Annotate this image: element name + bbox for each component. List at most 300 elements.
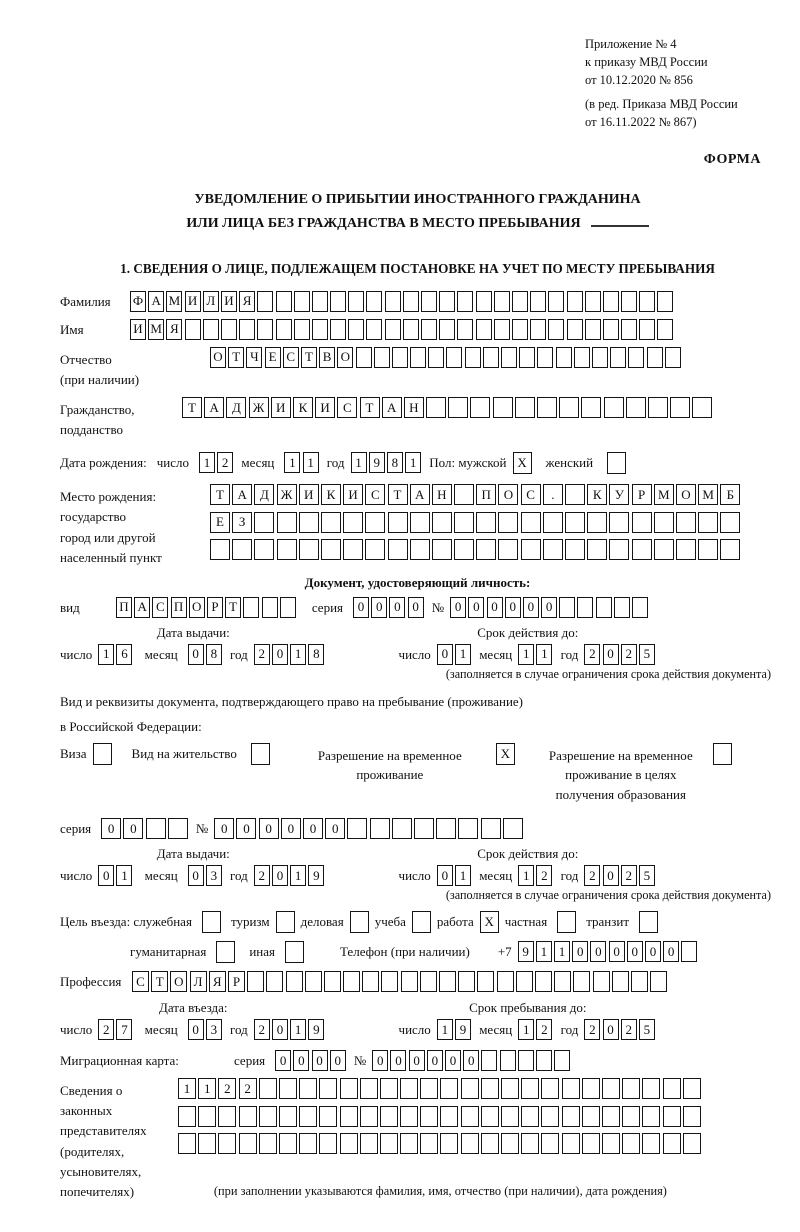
char-box[interactable]: П bbox=[171, 597, 187, 618]
patronymic-boxes[interactable] bbox=[210, 347, 683, 368]
char-box[interactable]: И bbox=[185, 291, 201, 312]
char-box[interactable] bbox=[276, 291, 292, 312]
char-box[interactable] bbox=[657, 291, 673, 312]
char-box[interactable] bbox=[239, 1133, 257, 1154]
char-box[interactable]: 1 bbox=[290, 1019, 306, 1040]
char-box[interactable]: 3 bbox=[206, 1019, 222, 1040]
char-box[interactable] bbox=[639, 319, 655, 340]
char-box[interactable] bbox=[221, 319, 237, 340]
char-box[interactable] bbox=[410, 347, 426, 368]
char-box[interactable]: И bbox=[299, 484, 319, 505]
char-box[interactable] bbox=[279, 1078, 297, 1099]
char-box[interactable]: 0 bbox=[389, 597, 405, 618]
char-box[interactable]: 2 bbox=[98, 1019, 114, 1040]
char-box[interactable]: 1 bbox=[518, 644, 534, 665]
char-box[interactable] bbox=[609, 539, 629, 560]
char-box[interactable]: 2 bbox=[584, 1019, 600, 1040]
char-box[interactable]: 1 bbox=[290, 865, 306, 886]
iddoc-valid-month[interactable] bbox=[518, 644, 554, 665]
char-box[interactable] bbox=[582, 1133, 600, 1154]
char-box[interactable] bbox=[481, 1078, 499, 1099]
char-box[interactable] bbox=[454, 539, 474, 560]
char-box[interactable]: 5 bbox=[639, 644, 655, 665]
char-box[interactable] bbox=[218, 1133, 236, 1154]
char-box[interactable] bbox=[277, 539, 297, 560]
char-box[interactable] bbox=[266, 971, 283, 992]
char-box[interactable] bbox=[257, 319, 273, 340]
char-box[interactable] bbox=[366, 319, 382, 340]
char-box[interactable] bbox=[340, 1078, 358, 1099]
char-box[interactable] bbox=[573, 971, 590, 992]
char-box[interactable] bbox=[400, 1078, 418, 1099]
char-box[interactable] bbox=[347, 818, 367, 839]
char-box[interactable]: Я bbox=[239, 291, 255, 312]
char-box[interactable] bbox=[642, 1133, 660, 1154]
char-box[interactable] bbox=[692, 397, 712, 418]
char-box[interactable] bbox=[280, 597, 296, 618]
char-box[interactable] bbox=[476, 539, 496, 560]
char-box[interactable] bbox=[654, 539, 674, 560]
char-box[interactable] bbox=[446, 347, 462, 368]
char-box[interactable] bbox=[602, 1078, 620, 1099]
char-box[interactable] bbox=[218, 1106, 236, 1127]
char-box[interactable] bbox=[330, 291, 346, 312]
permit-valid-year[interactable] bbox=[584, 865, 657, 886]
char-box[interactable]: С bbox=[132, 971, 149, 992]
char-box[interactable] bbox=[548, 319, 564, 340]
char-box[interactable] bbox=[481, 818, 501, 839]
char-box[interactable]: Т bbox=[360, 397, 380, 418]
char-box[interactable] bbox=[501, 1078, 519, 1099]
char-box[interactable] bbox=[414, 818, 434, 839]
surname-boxes[interactable] bbox=[130, 291, 676, 312]
char-box[interactable]: 0 bbox=[272, 644, 288, 665]
char-box[interactable] bbox=[559, 597, 575, 618]
char-box[interactable] bbox=[403, 291, 419, 312]
char-box[interactable] bbox=[602, 1133, 620, 1154]
char-box[interactable] bbox=[477, 971, 494, 992]
char-box[interactable]: 1 bbox=[351, 452, 367, 473]
sex-female-checkbox[interactable] bbox=[607, 452, 626, 474]
migcard-number-boxes[interactable] bbox=[372, 1050, 572, 1071]
char-box[interactable] bbox=[470, 397, 490, 418]
char-box[interactable]: 1 bbox=[199, 452, 215, 473]
char-box[interactable]: О bbox=[210, 347, 226, 368]
char-box[interactable] bbox=[587, 539, 607, 560]
char-box[interactable] bbox=[543, 512, 563, 533]
char-box[interactable]: 0 bbox=[272, 865, 288, 886]
char-box[interactable]: 0 bbox=[408, 597, 424, 618]
char-box[interactable]: 0 bbox=[353, 597, 369, 618]
char-box[interactable] bbox=[185, 319, 201, 340]
char-box[interactable] bbox=[663, 1078, 681, 1099]
char-box[interactable] bbox=[457, 319, 473, 340]
char-box[interactable] bbox=[567, 319, 583, 340]
char-box[interactable] bbox=[461, 1106, 479, 1127]
char-box[interactable] bbox=[521, 512, 541, 533]
char-box[interactable] bbox=[622, 1133, 640, 1154]
char-box[interactable] bbox=[516, 971, 533, 992]
char-box[interactable]: А bbox=[148, 291, 164, 312]
char-box[interactable] bbox=[626, 397, 646, 418]
char-box[interactable] bbox=[622, 1078, 640, 1099]
iddoc-issue-month[interactable] bbox=[188, 644, 224, 665]
char-box[interactable] bbox=[501, 347, 517, 368]
char-box[interactable]: Ч bbox=[246, 347, 262, 368]
char-box[interactable] bbox=[581, 397, 601, 418]
char-box[interactable] bbox=[305, 971, 322, 992]
char-box[interactable] bbox=[541, 1133, 559, 1154]
char-box[interactable]: Ж bbox=[249, 397, 269, 418]
char-box[interactable] bbox=[663, 1106, 681, 1127]
char-box[interactable] bbox=[596, 597, 612, 618]
char-box[interactable]: 9 bbox=[308, 1019, 324, 1040]
char-box[interactable]: 0 bbox=[390, 1050, 406, 1071]
char-box[interactable]: 0 bbox=[188, 644, 204, 665]
char-box[interactable]: 1 bbox=[455, 644, 471, 665]
char-box[interactable]: 1 bbox=[198, 1078, 216, 1099]
purpose-other-checkbox[interactable] bbox=[285, 941, 304, 963]
char-box[interactable] bbox=[483, 347, 499, 368]
char-box[interactable] bbox=[348, 319, 364, 340]
char-box[interactable] bbox=[481, 1106, 499, 1127]
char-box[interactable]: Т bbox=[228, 347, 244, 368]
char-box[interactable] bbox=[439, 971, 456, 992]
char-box[interactable]: Т bbox=[225, 597, 241, 618]
char-box[interactable]: 1 bbox=[518, 865, 534, 886]
char-box[interactable]: 2 bbox=[584, 865, 600, 886]
firstname-boxes[interactable] bbox=[130, 319, 676, 340]
char-box[interactable]: 0 bbox=[259, 818, 279, 839]
char-box[interactable]: 0 bbox=[603, 644, 619, 665]
char-box[interactable]: Е bbox=[210, 512, 230, 533]
permit-visa-checkbox[interactable] bbox=[93, 743, 112, 765]
char-box[interactable] bbox=[440, 1106, 458, 1127]
char-box[interactable] bbox=[360, 1133, 378, 1154]
stay-month[interactable] bbox=[518, 1019, 554, 1040]
char-box[interactable] bbox=[592, 347, 608, 368]
char-box[interactable] bbox=[385, 319, 401, 340]
birth-month-boxes[interactable] bbox=[284, 452, 320, 473]
char-box[interactable]: О bbox=[170, 971, 187, 992]
permit-temp-checkbox[interactable]: X bbox=[496, 743, 515, 765]
char-box[interactable] bbox=[428, 347, 444, 368]
char-box[interactable] bbox=[146, 818, 166, 839]
char-box[interactable] bbox=[420, 971, 437, 992]
char-box[interactable]: И bbox=[221, 291, 237, 312]
char-box[interactable]: 3 bbox=[206, 865, 222, 886]
char-box[interactable]: 0 bbox=[325, 818, 345, 839]
char-box[interactable] bbox=[210, 539, 230, 560]
purpose-work-checkbox[interactable]: X bbox=[480, 911, 499, 933]
char-box[interactable] bbox=[421, 319, 437, 340]
char-box[interactable]: 1 bbox=[536, 941, 552, 962]
permit-number-boxes[interactable] bbox=[214, 818, 525, 839]
char-box[interactable] bbox=[530, 319, 546, 340]
char-box[interactable] bbox=[585, 291, 601, 312]
char-box[interactable] bbox=[501, 1106, 519, 1127]
char-box[interactable]: 0 bbox=[627, 941, 643, 962]
char-box[interactable] bbox=[461, 1133, 479, 1154]
representatives-boxes-row2[interactable] bbox=[178, 1106, 703, 1127]
char-box[interactable] bbox=[604, 397, 624, 418]
char-box[interactable]: А bbox=[382, 397, 402, 418]
char-box[interactable] bbox=[432, 512, 452, 533]
char-box[interactable] bbox=[319, 1078, 337, 1099]
char-box[interactable] bbox=[340, 1106, 358, 1127]
char-box[interactable] bbox=[602, 1106, 620, 1127]
char-box[interactable]: 8 bbox=[206, 644, 222, 665]
char-box[interactable]: 0 bbox=[303, 818, 323, 839]
char-box[interactable]: 0 bbox=[590, 941, 606, 962]
char-box[interactable]: Р bbox=[207, 597, 223, 618]
char-box[interactable] bbox=[168, 818, 188, 839]
char-box[interactable]: О bbox=[676, 484, 696, 505]
char-box[interactable]: 0 bbox=[281, 818, 301, 839]
char-box[interactable]: 9 bbox=[518, 941, 534, 962]
char-box[interactable] bbox=[603, 319, 619, 340]
char-box[interactable] bbox=[503, 818, 523, 839]
representatives-boxes-row3[interactable] bbox=[178, 1133, 703, 1154]
permit-temp-edu-checkbox[interactable] bbox=[713, 743, 732, 765]
char-box[interactable] bbox=[432, 539, 452, 560]
char-box[interactable]: 0 bbox=[188, 865, 204, 886]
char-box[interactable] bbox=[537, 397, 557, 418]
char-box[interactable] bbox=[554, 1050, 570, 1071]
char-box[interactable] bbox=[439, 291, 455, 312]
char-box[interactable] bbox=[388, 512, 408, 533]
char-box[interactable] bbox=[299, 1078, 317, 1099]
char-box[interactable]: 1 bbox=[98, 644, 114, 665]
char-box[interactable]: С bbox=[337, 397, 357, 418]
char-box[interactable]: 0 bbox=[603, 865, 619, 886]
char-box[interactable]: 2 bbox=[536, 1019, 552, 1040]
char-box[interactable] bbox=[476, 512, 496, 533]
citizenship-boxes[interactable] bbox=[182, 397, 715, 418]
char-box[interactable] bbox=[340, 1133, 358, 1154]
char-box[interactable] bbox=[562, 1133, 580, 1154]
iddoc-issue-day[interactable] bbox=[98, 644, 134, 665]
char-box[interactable] bbox=[420, 1133, 438, 1154]
char-box[interactable] bbox=[657, 319, 673, 340]
char-box[interactable] bbox=[610, 347, 626, 368]
iddoc-valid-day[interactable] bbox=[437, 644, 473, 665]
char-box[interactable]: 0 bbox=[272, 1019, 288, 1040]
char-box[interactable] bbox=[536, 1050, 552, 1071]
char-box[interactable]: 2 bbox=[254, 865, 270, 886]
char-box[interactable] bbox=[497, 971, 514, 992]
char-box[interactable]: 1 bbox=[303, 452, 319, 473]
char-box[interactable] bbox=[348, 291, 364, 312]
char-box[interactable]: 0 bbox=[572, 941, 588, 962]
char-box[interactable]: Ж bbox=[277, 484, 297, 505]
char-box[interactable]: 0 bbox=[372, 1050, 388, 1071]
char-box[interactable] bbox=[498, 539, 518, 560]
char-box[interactable]: 1 bbox=[437, 1019, 453, 1040]
char-box[interactable] bbox=[676, 512, 696, 533]
char-box[interactable] bbox=[565, 539, 585, 560]
char-box[interactable]: А bbox=[134, 597, 150, 618]
char-box[interactable] bbox=[498, 512, 518, 533]
char-box[interactable] bbox=[321, 539, 341, 560]
char-box[interactable] bbox=[286, 971, 303, 992]
char-box[interactable] bbox=[319, 1133, 337, 1154]
char-box[interactable] bbox=[330, 319, 346, 340]
char-box[interactable] bbox=[512, 319, 528, 340]
profession-boxes[interactable] bbox=[132, 971, 669, 992]
char-box[interactable] bbox=[622, 1106, 640, 1127]
char-box[interactable]: 1 bbox=[178, 1078, 196, 1099]
char-box[interactable] bbox=[440, 1133, 458, 1154]
char-box[interactable] bbox=[565, 512, 585, 533]
char-box[interactable] bbox=[670, 397, 690, 418]
char-box[interactable]: 2 bbox=[584, 644, 600, 665]
char-box[interactable] bbox=[535, 971, 552, 992]
char-box[interactable]: 2 bbox=[621, 644, 637, 665]
char-box[interactable]: 8 bbox=[387, 452, 403, 473]
char-box[interactable]: Р bbox=[228, 971, 245, 992]
char-box[interactable]: К bbox=[293, 397, 313, 418]
char-box[interactable] bbox=[362, 971, 379, 992]
char-box[interactable]: 9 bbox=[308, 865, 324, 886]
char-box[interactable] bbox=[612, 971, 629, 992]
sex-male-checkbox[interactable]: X bbox=[513, 452, 532, 474]
char-box[interactable] bbox=[294, 291, 310, 312]
char-box[interactable]: Д bbox=[226, 397, 246, 418]
char-box[interactable]: З bbox=[232, 512, 252, 533]
char-box[interactable] bbox=[512, 291, 528, 312]
char-box[interactable] bbox=[319, 1106, 337, 1127]
char-box[interactable]: 0 bbox=[312, 1050, 328, 1071]
char-box[interactable] bbox=[720, 539, 740, 560]
char-box[interactable] bbox=[243, 597, 259, 618]
char-box[interactable] bbox=[632, 512, 652, 533]
char-box[interactable] bbox=[562, 1078, 580, 1099]
phone-boxes[interactable] bbox=[518, 941, 700, 962]
char-box[interactable]: 1 bbox=[405, 452, 421, 473]
char-box[interactable]: Н bbox=[404, 397, 424, 418]
char-box[interactable]: 0 bbox=[123, 818, 143, 839]
char-box[interactable] bbox=[548, 291, 564, 312]
char-box[interactable] bbox=[380, 1078, 398, 1099]
char-box[interactable] bbox=[500, 1050, 516, 1071]
char-box[interactable]: Т bbox=[210, 484, 230, 505]
char-box[interactable]: 0 bbox=[427, 1050, 443, 1071]
representatives-boxes-row1[interactable] bbox=[178, 1078, 703, 1099]
char-box[interactable] bbox=[665, 347, 681, 368]
permit-residence-checkbox[interactable] bbox=[251, 743, 270, 765]
char-box[interactable] bbox=[537, 347, 553, 368]
char-box[interactable] bbox=[366, 291, 382, 312]
char-box[interactable]: 0 bbox=[463, 1050, 479, 1071]
char-box[interactable]: В bbox=[319, 347, 335, 368]
char-box[interactable]: 2 bbox=[218, 1078, 236, 1099]
char-box[interactable]: М bbox=[148, 319, 164, 340]
purpose-private-checkbox[interactable] bbox=[557, 911, 576, 933]
birth-day-boxes[interactable] bbox=[199, 452, 235, 473]
char-box[interactable]: 0 bbox=[330, 1050, 346, 1071]
char-box[interactable]: К bbox=[321, 484, 341, 505]
char-box[interactable] bbox=[259, 1078, 277, 1099]
char-box[interactable] bbox=[279, 1106, 297, 1127]
char-box[interactable]: Я bbox=[209, 971, 226, 992]
permit-issue-day[interactable] bbox=[98, 865, 134, 886]
char-box[interactable] bbox=[420, 1106, 438, 1127]
char-box[interactable]: М bbox=[654, 484, 674, 505]
char-box[interactable]: 0 bbox=[505, 597, 521, 618]
char-box[interactable] bbox=[501, 1133, 519, 1154]
char-box[interactable]: 0 bbox=[450, 597, 466, 618]
iddoc-issue-year[interactable] bbox=[254, 644, 327, 665]
birthplace-boxes-row3[interactable] bbox=[210, 539, 743, 560]
char-box[interactable] bbox=[380, 1133, 398, 1154]
char-box[interactable]: 0 bbox=[603, 1019, 619, 1040]
char-box[interactable] bbox=[277, 512, 297, 533]
char-box[interactable]: 8 bbox=[308, 644, 324, 665]
char-box[interactable] bbox=[454, 484, 474, 505]
permit-series-boxes[interactable] bbox=[101, 818, 190, 839]
char-box[interactable]: 2 bbox=[239, 1078, 257, 1099]
char-box[interactable] bbox=[239, 1106, 257, 1127]
char-box[interactable]: 1 bbox=[455, 865, 471, 886]
char-box[interactable]: 0 bbox=[437, 865, 453, 886]
char-box[interactable]: П bbox=[476, 484, 496, 505]
permit-issue-month[interactable] bbox=[188, 865, 224, 886]
char-box[interactable] bbox=[392, 347, 408, 368]
char-box[interactable]: Д bbox=[254, 484, 274, 505]
char-box[interactable]: Н bbox=[432, 484, 452, 505]
char-box[interactable] bbox=[257, 291, 273, 312]
char-box[interactable]: 2 bbox=[621, 865, 637, 886]
char-box[interactable] bbox=[554, 971, 571, 992]
char-box[interactable] bbox=[493, 397, 513, 418]
char-box[interactable] bbox=[648, 397, 668, 418]
char-box[interactable] bbox=[312, 319, 328, 340]
iddoc-series-boxes[interactable] bbox=[353, 597, 426, 618]
char-box[interactable] bbox=[299, 1133, 317, 1154]
char-box[interactable]: 5 bbox=[639, 1019, 655, 1040]
char-box[interactable]: С bbox=[521, 484, 541, 505]
char-box[interactable] bbox=[294, 319, 310, 340]
char-box[interactable] bbox=[403, 319, 419, 340]
char-box[interactable]: 0 bbox=[275, 1050, 291, 1071]
char-box[interactable] bbox=[632, 597, 648, 618]
char-box[interactable] bbox=[299, 1106, 317, 1127]
char-box[interactable] bbox=[642, 1106, 660, 1127]
char-box[interactable] bbox=[203, 319, 219, 340]
iddoc-number-boxes[interactable] bbox=[450, 597, 650, 618]
char-box[interactable]: А bbox=[232, 484, 252, 505]
char-box[interactable]: 0 bbox=[609, 941, 625, 962]
char-box[interactable] bbox=[577, 597, 593, 618]
purpose-business-checkbox[interactable] bbox=[350, 911, 369, 933]
char-box[interactable]: Я bbox=[166, 319, 182, 340]
char-box[interactable] bbox=[642, 1078, 660, 1099]
char-box[interactable] bbox=[247, 971, 264, 992]
char-box[interactable]: 0 bbox=[188, 1019, 204, 1040]
char-box[interactable] bbox=[603, 291, 619, 312]
char-box[interactable] bbox=[178, 1106, 196, 1127]
char-box[interactable] bbox=[360, 1078, 378, 1099]
char-box[interactable] bbox=[198, 1106, 216, 1127]
char-box[interactable] bbox=[515, 397, 535, 418]
char-box[interactable]: 1 bbox=[284, 452, 300, 473]
migcard-series-boxes[interactable] bbox=[275, 1050, 348, 1071]
char-box[interactable]: 1 bbox=[554, 941, 570, 962]
char-box[interactable]: 0 bbox=[645, 941, 661, 962]
entry-year[interactable] bbox=[254, 1019, 327, 1040]
char-box[interactable] bbox=[436, 818, 456, 839]
